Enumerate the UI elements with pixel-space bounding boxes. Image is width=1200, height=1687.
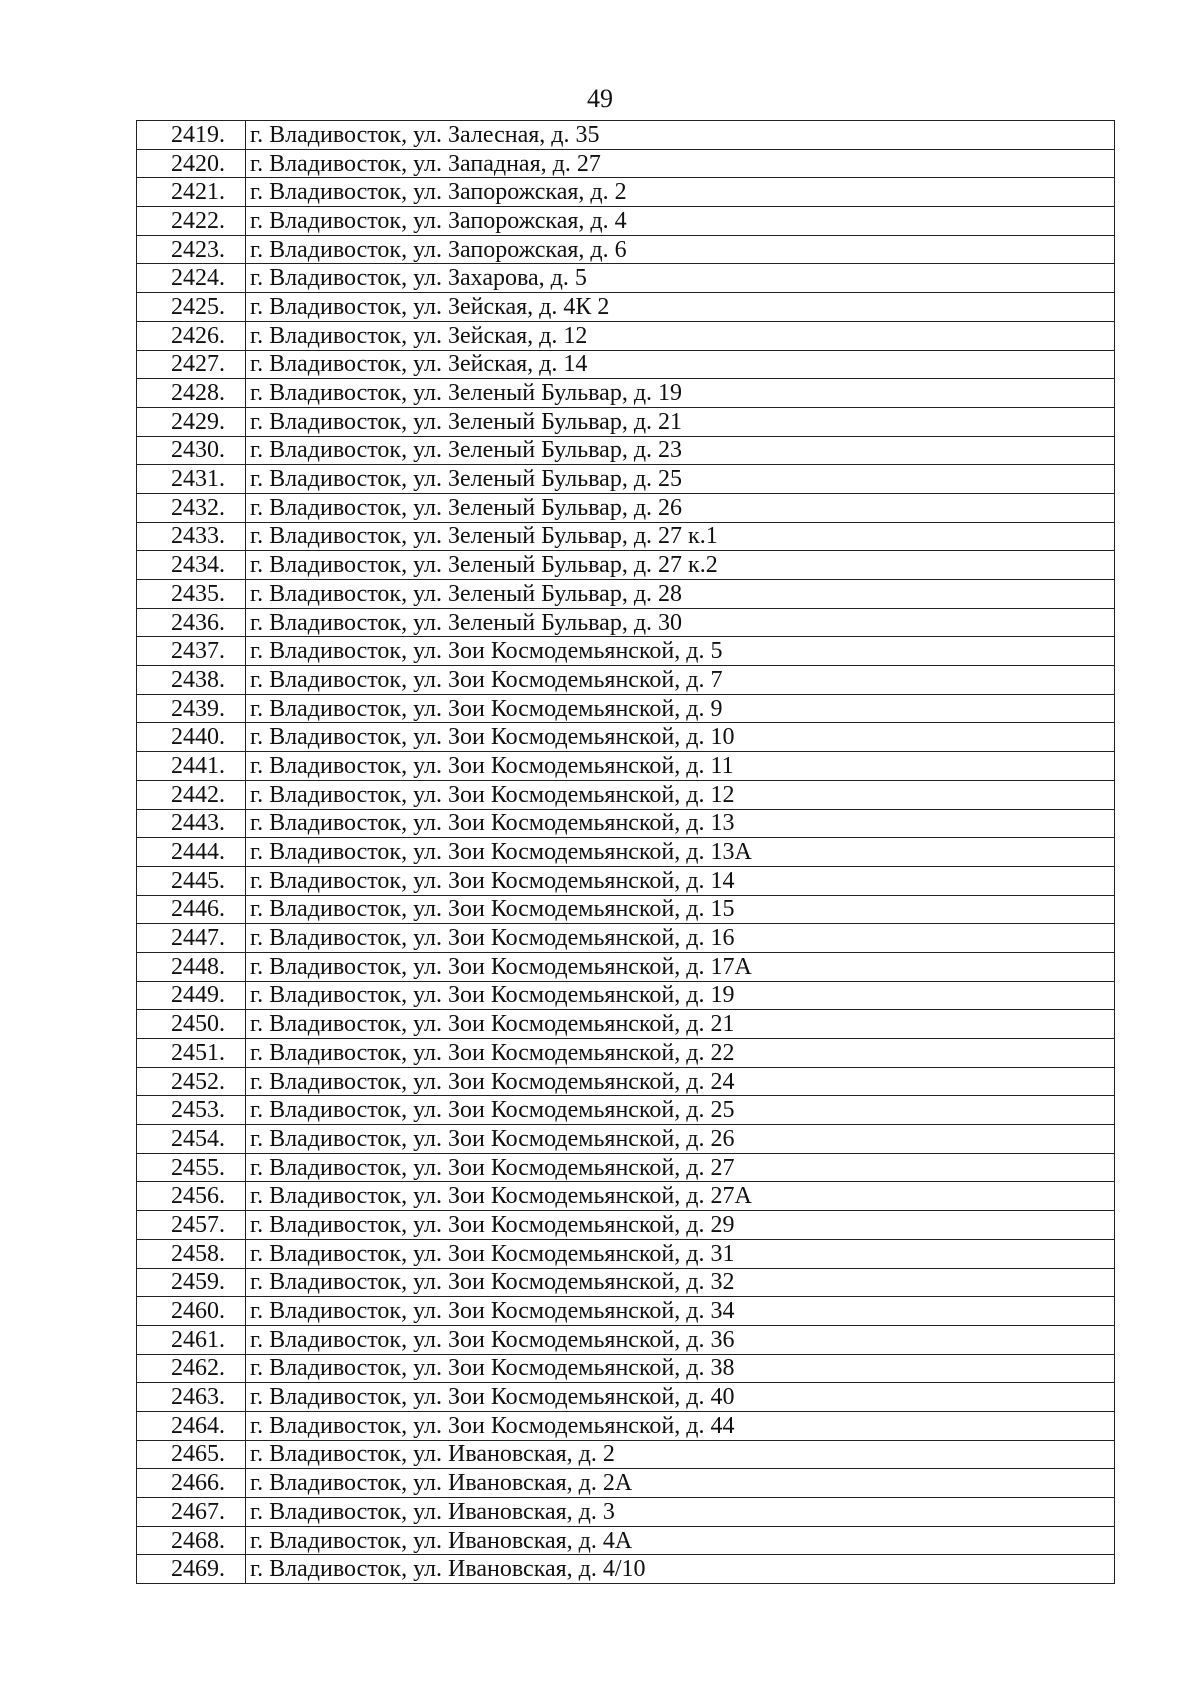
table-row [137, 522, 1115, 551]
row-number: 2452. [137, 1067, 246, 1096]
row-address: г. Владивосток, ул. Зои Космодемьянской, д. 29 [246, 1211, 1115, 1240]
row-address: г. Владивосток, ул. Зейская, д. 14 [246, 350, 1115, 379]
row-address: г. Владивосток, ул. Зеленый Бульвар, д. 23 [246, 436, 1115, 465]
row-address: г. Владивосток, ул. Зеленый Бульвар, д. 21 [246, 407, 1115, 436]
table-row [137, 407, 1115, 436]
table-row [137, 952, 1115, 981]
table-row [137, 1268, 1115, 1297]
table-row [137, 866, 1115, 895]
row-number: 2455. [137, 1153, 246, 1182]
row-number: 2420. [137, 149, 246, 178]
table-row [137, 1411, 1115, 1440]
row-number: 2419. [137, 121, 246, 150]
table-row [137, 1153, 1115, 1182]
row-address: г. Владивосток, ул. Зои Космодемьянской, д. 31 [246, 1239, 1115, 1268]
table-row [137, 1440, 1115, 1469]
row-address: г. Владивосток, ул. Зои Космодемьянской, д. 15 [246, 895, 1115, 924]
table-row [137, 1469, 1115, 1498]
row-number: 2463. [137, 1383, 246, 1412]
row-address: г. Владивосток, ул. Зои Космодемьянской, д. 22 [246, 1039, 1115, 1068]
row-number: 2427. [137, 350, 246, 379]
row-number: 2446. [137, 895, 246, 924]
row-number: 2436. [137, 608, 246, 637]
row-address: г. Владивосток, ул. Западная, д. 27 [246, 149, 1115, 178]
row-address: г. Владивосток, ул. Захарова, д. 5 [246, 264, 1115, 293]
table-row [137, 178, 1115, 207]
table-row [137, 321, 1115, 350]
table-row [137, 264, 1115, 293]
row-number: 2447. [137, 924, 246, 953]
row-number: 2451. [137, 1039, 246, 1068]
row-number: 2432. [137, 493, 246, 522]
table-row [137, 608, 1115, 637]
table-row [137, 121, 1115, 150]
table-row [137, 809, 1115, 838]
table-row [137, 666, 1115, 695]
row-address: г. Владивосток, ул. Зеленый Бульвар, д. 25 [246, 465, 1115, 494]
row-number: 2434. [137, 551, 246, 580]
row-address: г. Владивосток, ул. Запорожская, д. 6 [246, 235, 1115, 264]
row-address: г. Владивосток, ул. Зои Космодемьянской, д. 19 [246, 981, 1115, 1010]
row-address: г. Владивосток, ул. Ивановская, д. 2 [246, 1440, 1115, 1469]
table-row [137, 895, 1115, 924]
row-address: г. Владивосток, ул. Залесная, д. 35 [246, 121, 1115, 150]
row-address: г. Владивосток, ул. Зои Космодемьянской, д. 11 [246, 752, 1115, 781]
table-row [137, 1096, 1115, 1125]
table-row [137, 465, 1115, 494]
row-number: 2444. [137, 838, 246, 867]
table-row [137, 1182, 1115, 1211]
row-number: 2425. [137, 293, 246, 322]
row-address: г. Владивосток, ул. Зои Космодемьянской, д. 10 [246, 723, 1115, 752]
row-address: г. Владивосток, ул. Зеленый Бульвар, д. 26 [246, 493, 1115, 522]
row-number: 2468. [137, 1526, 246, 1555]
row-address: г. Владивосток, ул. Зейская, д. 4К 2 [246, 293, 1115, 322]
row-address: г. Владивосток, ул. Зои Космодемьянской, д. 27А [246, 1182, 1115, 1211]
row-number: 2459. [137, 1268, 246, 1297]
row-number: 2460. [137, 1297, 246, 1326]
table-row [137, 752, 1115, 781]
table-row [137, 838, 1115, 867]
table-row [137, 1010, 1115, 1039]
table-row [137, 1555, 1115, 1584]
row-address: г. Владивосток, ул. Зейская, д. 12 [246, 321, 1115, 350]
row-address: г. Владивосток, ул. Зои Космодемьянской, д. 9 [246, 694, 1115, 723]
table-row [137, 1211, 1115, 1240]
row-number: 2462. [137, 1354, 246, 1383]
row-number: 2469. [137, 1555, 246, 1584]
row-address: г. Владивосток, ул. Зои Космодемьянской, д. 7 [246, 666, 1115, 695]
row-number: 2442. [137, 780, 246, 809]
table-row [137, 149, 1115, 178]
row-number: 2461. [137, 1325, 246, 1354]
row-address: г. Владивосток, ул. Зои Космодемьянской, д. 5 [246, 637, 1115, 666]
table-row [137, 981, 1115, 1010]
row-number: 2423. [137, 235, 246, 264]
row-address: г. Владивосток, ул. Зои Космодемьянской, д. 14 [246, 866, 1115, 895]
table-row [137, 1498, 1115, 1527]
row-address: г. Владивосток, ул. Зои Космодемьянской, д. 16 [246, 924, 1115, 953]
row-number: 2428. [137, 379, 246, 408]
row-address: г. Владивосток, ул. Зои Космодемьянской, д. 26 [246, 1125, 1115, 1154]
row-number: 2438. [137, 666, 246, 695]
row-number: 2440. [137, 723, 246, 752]
row-address: г. Владивосток, ул. Зои Космодемьянской, д. 17А [246, 952, 1115, 981]
row-address: г. Владивосток, ул. Зои Космодемьянской, д. 12 [246, 780, 1115, 809]
row-number: 2454. [137, 1125, 246, 1154]
table-row [137, 1125, 1115, 1154]
row-number: 2445. [137, 866, 246, 895]
row-address: г. Владивосток, ул. Запорожская, д. 4 [246, 207, 1115, 236]
row-address: г. Владивосток, ул. Зои Космодемьянской, д. 40 [246, 1383, 1115, 1412]
table-row [137, 551, 1115, 580]
row-address: г. Владивосток, ул. Зои Космодемьянской, д. 21 [246, 1010, 1115, 1039]
table-row [137, 1526, 1115, 1555]
table-row [137, 1039, 1115, 1068]
row-address: г. Владивосток, ул. Зеленый Бульвар, д. 27 к.1 [246, 522, 1115, 551]
table-row [137, 637, 1115, 666]
table-row [137, 235, 1115, 264]
row-number: 2448. [137, 952, 246, 981]
row-address: г. Владивосток, ул. Зои Космодемьянской, д. 32 [246, 1268, 1115, 1297]
table-row [137, 780, 1115, 809]
row-number: 2464. [137, 1411, 246, 1440]
table-row [137, 723, 1115, 752]
table-row [137, 436, 1115, 465]
row-address: г. Владивосток, ул. Зеленый Бульвар, д. 28 [246, 580, 1115, 609]
row-number: 2421. [137, 178, 246, 207]
row-number: 2450. [137, 1010, 246, 1039]
row-number: 2467. [137, 1498, 246, 1527]
address-table [136, 120, 1115, 1584]
page-number: 49 [587, 84, 613, 113]
table-row [137, 350, 1115, 379]
table-row [137, 1067, 1115, 1096]
row-number: 2457. [137, 1211, 246, 1240]
row-address: г. Владивосток, ул. Зои Космодемьянской, д. 27 [246, 1153, 1115, 1182]
row-address: г. Владивосток, ул. Зои Космодемьянской, д. 24 [246, 1067, 1115, 1096]
row-number: 2441. [137, 752, 246, 781]
table-row [137, 207, 1115, 236]
table-row [137, 493, 1115, 522]
row-number: 2456. [137, 1182, 246, 1211]
row-address: г. Владивосток, ул. Зеленый Бульвар, д. 19 [246, 379, 1115, 408]
row-number: 2439. [137, 694, 246, 723]
table-row [137, 1297, 1115, 1326]
row-number: 2466. [137, 1469, 246, 1498]
row-number: 2426. [137, 321, 246, 350]
table-row [137, 580, 1115, 609]
row-address: г. Владивосток, ул. Ивановская, д. 2А [246, 1469, 1115, 1498]
table-row [137, 293, 1115, 322]
row-address: г. Владивосток, ул. Зои Космодемьянской, д. 13А [246, 838, 1115, 867]
table-row [137, 1383, 1115, 1412]
row-address: г. Владивосток, ул. Ивановская, д. 4А [246, 1526, 1115, 1555]
row-number: 2431. [137, 465, 246, 494]
table-row [137, 379, 1115, 408]
row-number: 2453. [137, 1096, 246, 1125]
row-address: г. Владивосток, ул. Зои Космодемьянской, д. 34 [246, 1297, 1115, 1326]
row-address: г. Владивосток, ул. Зои Космодемьянской, д. 25 [246, 1096, 1115, 1125]
row-address: г. Владивосток, ул. Зои Космодемьянской, д. 36 [246, 1325, 1115, 1354]
table-row [137, 924, 1115, 953]
row-number: 2435. [137, 580, 246, 609]
row-number: 2449. [137, 981, 246, 1010]
row-number: 2429. [137, 407, 246, 436]
row-address: г. Владивосток, ул. Зои Космодемьянской, д. 13 [246, 809, 1115, 838]
row-number: 2465. [137, 1440, 246, 1469]
row-address: г. Владивосток, ул. Ивановская, д. 3 [246, 1498, 1115, 1527]
table-row [137, 1354, 1115, 1383]
table-row [137, 694, 1115, 723]
row-address: г. Владивосток, ул. Зеленый Бульвар, д. 30 [246, 608, 1115, 637]
row-address: г. Владивосток, ул. Зои Космодемьянской, д. 44 [246, 1411, 1115, 1440]
row-address: г. Владивосток, ул. Зои Космодемьянской, д. 38 [246, 1354, 1115, 1383]
row-number: 2443. [137, 809, 246, 838]
address-table-body [137, 121, 1115, 1584]
row-number: 2422. [137, 207, 246, 236]
table-row [137, 1239, 1115, 1268]
table-row [137, 1325, 1115, 1354]
row-address: г. Владивосток, ул. Запорожская, д. 2 [246, 178, 1115, 207]
row-number: 2433. [137, 522, 246, 551]
row-address: г. Владивосток, ул. Зеленый Бульвар, д. 27 к.2 [246, 551, 1115, 580]
address-table-container [136, 120, 1115, 1584]
row-number: 2424. [137, 264, 246, 293]
row-number: 2430. [137, 436, 246, 465]
row-address: г. Владивосток, ул. Ивановская, д. 4/10 [246, 1555, 1115, 1584]
row-number: 2437. [137, 637, 246, 666]
row-number: 2458. [137, 1239, 246, 1268]
